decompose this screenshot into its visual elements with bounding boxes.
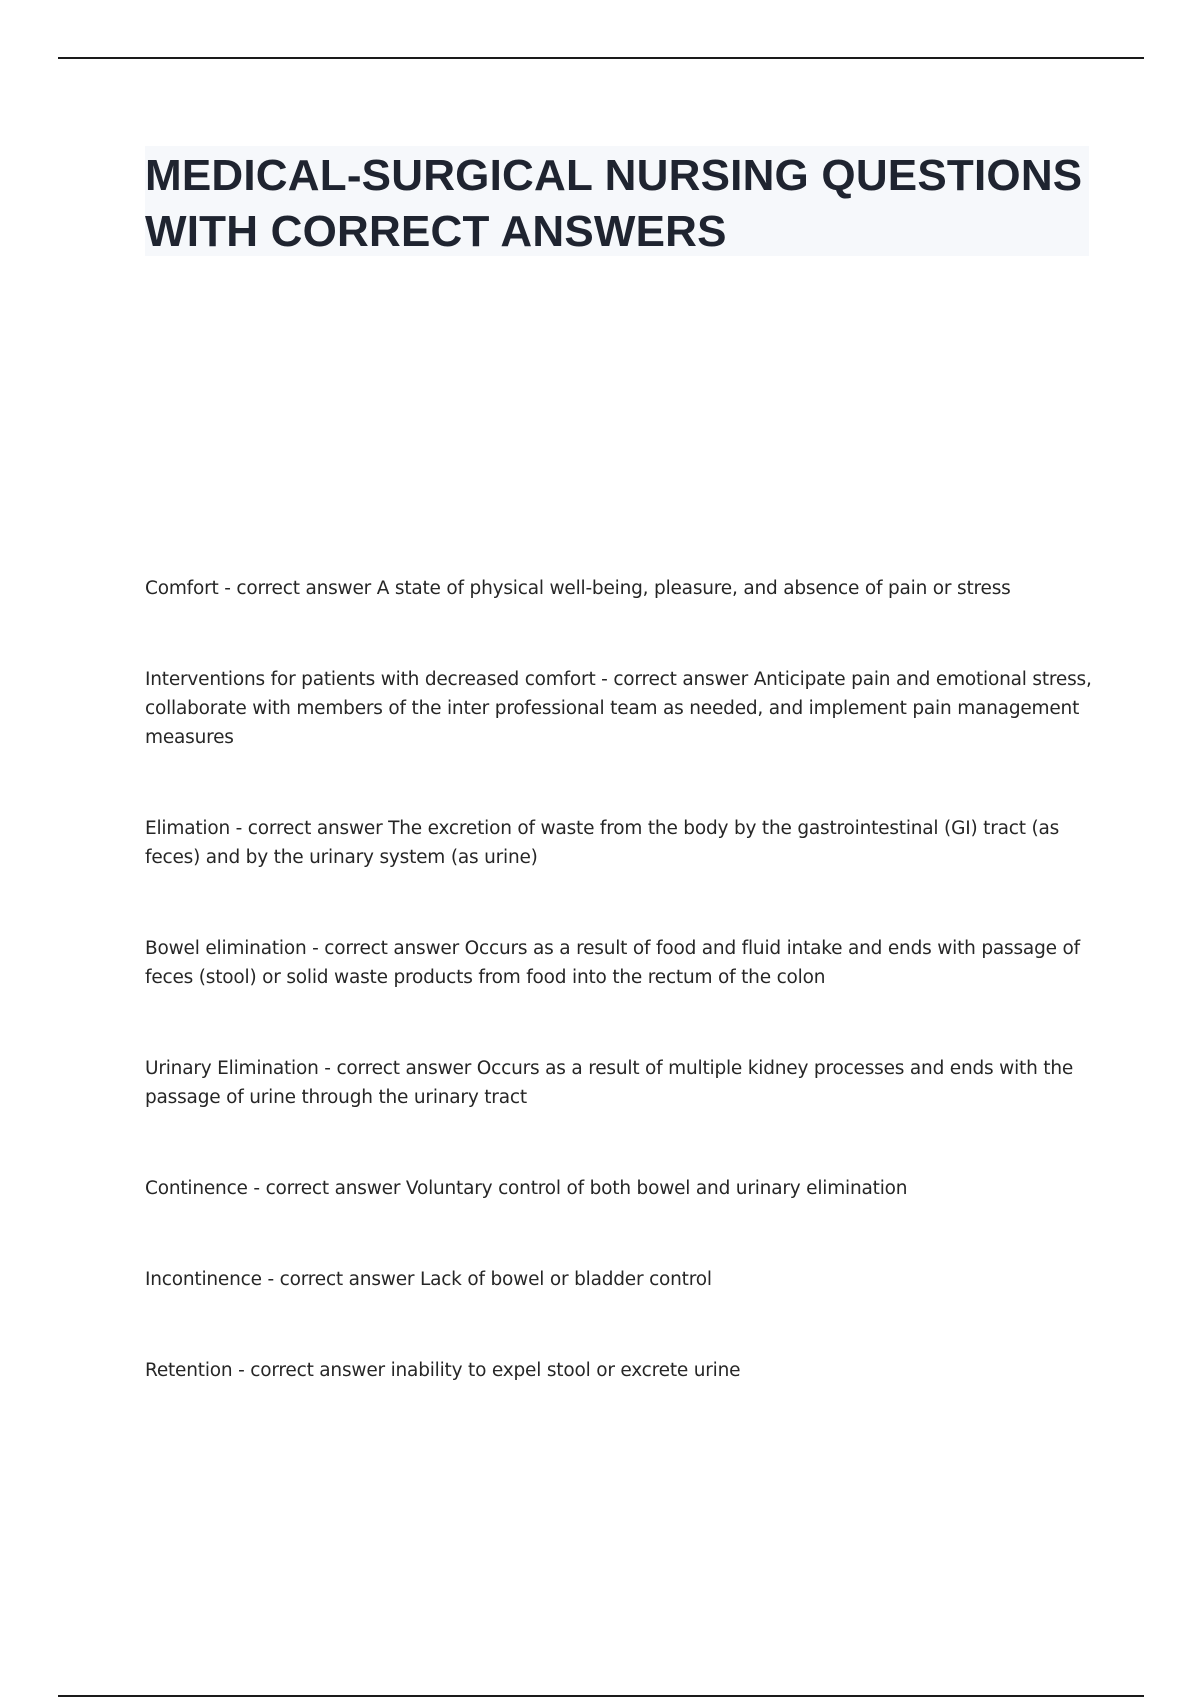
document-title: MEDICAL-SURGICAL NURSING QUESTIONS WITH CORRECT ANSWERS xyxy=(145,151,1083,256)
footer-divider xyxy=(58,1695,1144,1697)
qa-entry-elimation: Elimation - correct answer The excretion of waste from the body by the gastrointestinal (GI) tract (as feces) and by the urinary system (as urine) xyxy=(145,818,1060,868)
qa-entry-incontinence: Incontinence - correct answer Lack of bowel or bladder control xyxy=(145,1269,712,1290)
qa-entry-retention: Retention - correct answer inability to expel stool or excrete urine xyxy=(145,1360,741,1381)
header-divider xyxy=(58,57,1144,59)
qa-entry-continence: Continence - correct answer Voluntary control of both bowel and urinary elimination xyxy=(145,1178,908,1199)
qa-entry-urinary-elimination: Urinary Elimination - correct answer Occurs as a result of multiple kidney processes and ends with the passage of urine through the urinary tract xyxy=(145,1058,1074,1108)
qa-entry-comfort: Comfort - correct answer A state of physical well-being, pleasure, and absence of pain or stress xyxy=(145,578,1011,599)
qa-list xyxy=(145,574,1095,1447)
qa-entry-bowel-elimination: Bowel elimination - correct answer Occurs as a result of food and fluid intake and ends with passage of feces (stool) or solid waste products from food into the rectum of the colon xyxy=(145,938,1080,988)
qa-entry-interventions: Interventions for patients with decreased comfort - correct answer Anticipate pain and emotional stress, collaborate with members of the inter professional team as needed, and implement pain management measures xyxy=(145,669,1092,748)
